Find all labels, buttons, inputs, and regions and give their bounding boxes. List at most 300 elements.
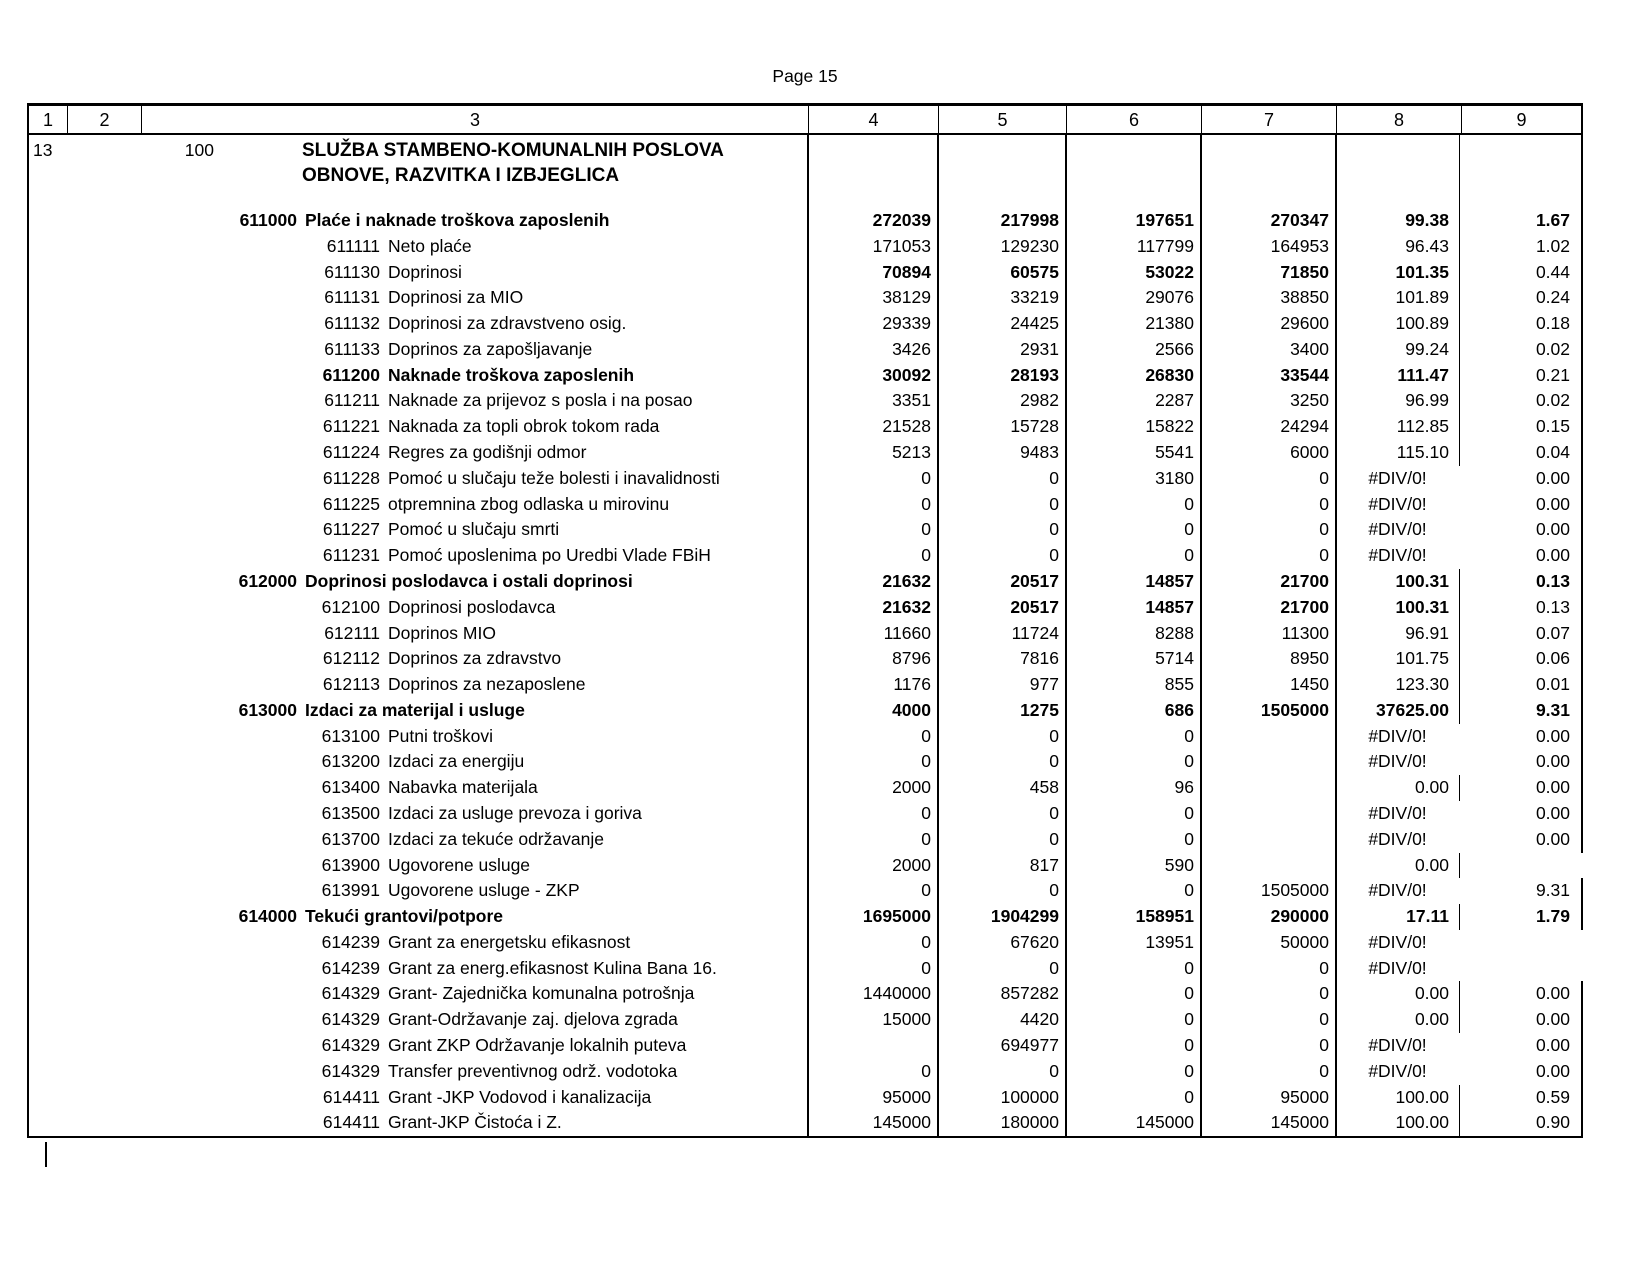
account-label: Doprinosi poslodavca <box>388 596 556 617</box>
cell-col6: 13951 <box>1145 931 1194 952</box>
cell-col6: 53022 <box>1145 261 1194 282</box>
account-code: 613991 <box>321 880 380 901</box>
cell-col5: 0 <box>1049 467 1059 488</box>
account-code: 612111 <box>324 622 380 643</box>
cell-col4: 38129 <box>882 287 931 308</box>
cell-col9: 0.00 <box>1460 543 1583 569</box>
cell-col9 <box>1460 853 1583 879</box>
cell-col6: 14857 <box>1145 570 1194 591</box>
cell-col8: #DIV/0! <box>1368 1035 1427 1055</box>
cell-col8: 101.35 <box>1335 260 1460 286</box>
account-code: 614329 <box>321 1009 380 1030</box>
cell-col4: 15000 <box>882 1009 931 1030</box>
account-label: Grant-JKP Čistoća i Z. <box>388 1112 562 1133</box>
cell-col5: 694977 <box>1000 1035 1059 1055</box>
account-label: Putni troškovi <box>388 725 494 746</box>
table-row <box>29 878 1583 904</box>
table-row <box>29 466 1583 492</box>
table-row <box>29 234 1583 260</box>
cell-col6: 0 <box>1184 957 1194 978</box>
cell-col9: 0.00 <box>1460 517 1583 543</box>
cell-col9: 0.02 <box>1460 337 1583 363</box>
account-code: 611131 <box>324 287 380 308</box>
cell-col8: #DIV/0! <box>1368 802 1427 823</box>
cell-col5: 180000 <box>1000 1112 1059 1133</box>
cell-col8: #DIV/0! <box>1368 519 1427 540</box>
cell-col4: 0 <box>921 519 931 540</box>
cell-col6: 15822 <box>1145 416 1194 437</box>
row-label-cell <box>29 801 807 827</box>
cell-col4: 145000 <box>872 1112 931 1133</box>
cell-col6: 855 <box>1164 674 1194 695</box>
cell-col7 <box>1200 775 1335 801</box>
org-code-col1: 13 <box>33 140 53 160</box>
row-label-cell <box>29 878 807 904</box>
cell-col6: 96 <box>1174 777 1194 798</box>
cell-col6: 0 <box>1184 1086 1194 1107</box>
account-label: Doprinosi za MIO <box>388 287 524 308</box>
cell-col4: 1695000 <box>862 906 931 927</box>
account-label: Izdaci za tekuće održavanje <box>388 828 604 849</box>
cell-col4: 1176 <box>893 674 931 695</box>
cell-col7: 3250 <box>1290 390 1329 411</box>
account-label: Doprinos za zapošljavanje <box>388 338 593 359</box>
cell-col8: 112.85 <box>1335 414 1460 440</box>
cell-col5: 0 <box>1049 493 1059 514</box>
table-row <box>29 260 1583 286</box>
row-label-cell <box>29 904 807 930</box>
row-label-cell <box>29 466 807 492</box>
cell-col6: 590 <box>1164 854 1194 875</box>
cell-col7: 0 <box>1319 545 1329 566</box>
cell-col4: 0 <box>921 467 931 488</box>
table-row <box>29 569 1583 595</box>
cell-col4: 0 <box>921 880 931 901</box>
cell-col7: 0 <box>1319 519 1329 540</box>
account-code: 614329 <box>321 1035 380 1055</box>
table-row <box>29 492 1583 518</box>
cell-col6: 0 <box>1184 545 1194 566</box>
cell-col4: 95000 <box>882 1086 931 1107</box>
account-label: Grant ZKP Održavanje lokalnih puteva <box>388 1035 687 1055</box>
cell-col8: #DIV/0! <box>1368 751 1427 772</box>
cell-col9: 0.00 <box>1460 492 1583 518</box>
column-divider <box>937 135 939 1136</box>
cell-col4: 29339 <box>882 313 931 334</box>
row-label-cell <box>29 1110 807 1136</box>
cell-col4: 272039 <box>872 210 931 230</box>
column-divider <box>1335 135 1337 1136</box>
row-label-cell <box>29 981 807 1007</box>
account-code: 613700 <box>321 828 380 849</box>
cell-col7 <box>1200 853 1335 879</box>
account-code: 614239 <box>321 931 380 952</box>
cell-col4: 0 <box>921 828 931 849</box>
account-code: 612100 <box>321 596 380 617</box>
cell-col8: #DIV/0! <box>1368 545 1427 566</box>
cell-col4: 0 <box>921 931 931 952</box>
row-label-cell <box>29 285 807 311</box>
cell-col9: 0.00 <box>1460 827 1583 853</box>
row-label-cell <box>29 956 807 982</box>
cell-col9: 9.31 <box>1460 878 1583 904</box>
cell-col6: 0 <box>1184 828 1194 849</box>
cell-col5: 129230 <box>1000 235 1059 256</box>
cell-col8: 100.00 <box>1335 1085 1460 1111</box>
account-code: 612112 <box>322 648 380 669</box>
budget-table <box>27 103 1583 1138</box>
table-row <box>29 1110 1583 1136</box>
account-code: 613200 <box>321 751 380 772</box>
table-row <box>29 414 1583 440</box>
table-row <box>29 543 1583 569</box>
account-code: 611227 <box>322 519 380 540</box>
cell-col4: 0 <box>921 725 931 746</box>
org-code-col2: 100 <box>184 140 214 160</box>
cell-col5: 33219 <box>1010 287 1059 308</box>
cell-col6: 3180 <box>1155 467 1194 488</box>
cell-col5: 0 <box>1049 545 1059 566</box>
cell-col8: 99.24 <box>1335 337 1460 363</box>
account-label: Doprinosi <box>388 261 462 282</box>
cell-col7: 0 <box>1319 957 1329 978</box>
column-header-2: 2 <box>68 106 142 135</box>
row-label-cell <box>29 698 807 724</box>
table-left-stub <box>45 1142 47 1167</box>
cell-col8: #DIV/0! <box>1368 880 1427 901</box>
org-title-line1: SLUŽBA STAMBENO-KOMUNALNIH POSLOVA <box>302 140 724 161</box>
account-code: 611132 <box>324 313 380 334</box>
cell-col7: 0 <box>1319 1009 1329 1030</box>
cell-col6: 5714 <box>1155 648 1194 669</box>
cell-col8: 100.89 <box>1335 311 1460 337</box>
row-label-cell <box>29 672 807 698</box>
account-label: Naknade troškova zaposlenih <box>388 364 635 385</box>
table-row <box>29 981 1583 1007</box>
cell-col6: 5541 <box>1155 442 1194 463</box>
cell-col5: 100000 <box>1000 1086 1059 1107</box>
cell-col6: 21380 <box>1145 313 1194 334</box>
cell-col5: 60575 <box>1010 261 1059 282</box>
cell-col9: 0.00 <box>1460 1033 1583 1059</box>
cell-col9: 0.44 <box>1460 260 1583 286</box>
row-label-cell <box>29 337 807 363</box>
row-label-cell <box>29 930 807 956</box>
cell-col9: 0.02 <box>1460 388 1583 414</box>
cell-col7: 145000 <box>1270 1112 1329 1133</box>
account-code: 611228 <box>322 467 380 488</box>
account-code: 612000 <box>238 570 297 591</box>
table-row <box>29 208 1583 234</box>
cell-col8: 0.00 <box>1335 981 1460 1007</box>
cell-col5: 15728 <box>1010 416 1059 437</box>
cell-col8: 123.30 <box>1335 672 1460 698</box>
account-label: Pomoć uposlenima po Uredbi Vlade FBiH <box>388 545 711 566</box>
cell-col9: 0.00 <box>1460 724 1583 750</box>
row-label-cell <box>29 595 807 621</box>
cell-col8: 101.75 <box>1335 646 1460 672</box>
account-label: Izdaci za materijal i usluge <box>305 699 525 720</box>
cell-col5: 4420 <box>1020 1009 1059 1030</box>
cell-col5: 817 <box>1029 854 1059 875</box>
cell-col7: 270347 <box>1270 210 1329 230</box>
account-label: Pomoć u slučaju smrti <box>388 519 560 540</box>
cell-col8: 100.31 <box>1335 595 1460 621</box>
cell-col8: 37625.00 <box>1335 698 1460 724</box>
account-code: 614239 <box>321 957 380 978</box>
table-row <box>29 749 1583 775</box>
cell-col7: 11300 <box>1281 622 1329 643</box>
row-label-cell <box>29 646 807 672</box>
cell-col4: 70894 <box>882 261 931 282</box>
row-label-cell <box>29 517 807 543</box>
account-code: 614329 <box>321 983 380 1004</box>
table-row <box>29 672 1583 698</box>
account-label: Grant-Održavanje zaj. djelova zgrada <box>388 1009 678 1030</box>
column-header-7: 7 <box>1202 106 1337 135</box>
cell-col4 <box>807 1033 937 1059</box>
cell-col9 <box>1460 956 1583 982</box>
cell-col8: 17.11 <box>1335 904 1460 930</box>
cell-col4: 0 <box>921 1060 931 1081</box>
cell-col7: 21700 <box>1280 570 1329 591</box>
cell-col5: 0 <box>1049 802 1059 823</box>
cell-col7: 1505000 <box>1260 880 1329 901</box>
cell-col5: 1275 <box>1020 699 1059 720</box>
column-header-8: 8 <box>1337 106 1462 135</box>
cell-col9: 0.01 <box>1460 672 1583 698</box>
account-label: Grant za energ.efikasnost Kulina Bana 16. <box>388 957 717 978</box>
table-row <box>29 363 1583 389</box>
account-label: Naknade za prijevoz s posla i na posao <box>388 390 693 411</box>
cell-col4: 30092 <box>882 364 931 385</box>
account-label: Neto plaće <box>388 235 472 256</box>
cell-col4: 21632 <box>882 596 931 617</box>
account-code: 613400 <box>321 777 380 798</box>
cell-col5: 977 <box>1029 674 1059 695</box>
table-row <box>29 1085 1583 1111</box>
cell-col7: 3400 <box>1290 338 1329 359</box>
cell-col7: 164953 <box>1270 235 1329 256</box>
account-code: 611133 <box>324 338 380 359</box>
cell-col4: 21632 <box>882 570 931 591</box>
cell-col9: 0.04 <box>1460 440 1583 466</box>
cell-col7: 71850 <box>1280 261 1329 282</box>
account-code: 614000 <box>238 906 297 927</box>
account-code: 613000 <box>238 699 297 720</box>
cell-col7: 29600 <box>1280 313 1329 334</box>
table-row <box>29 801 1583 827</box>
cell-col8: #DIV/0! <box>1368 957 1427 978</box>
table-row <box>29 440 1583 466</box>
cell-col8: 100.00 <box>1335 1110 1460 1136</box>
row-label-cell <box>29 260 807 286</box>
cell-col6: 0 <box>1184 1060 1194 1081</box>
account-code: 614411 <box>322 1112 380 1133</box>
account-label: Ugovorene usluge <box>388 854 531 875</box>
account-code: 612113 <box>322 674 380 695</box>
account-code: 614329 <box>321 1060 380 1081</box>
cell-col6: 0 <box>1184 802 1194 823</box>
table-row <box>29 646 1583 672</box>
cell-col7: 33544 <box>1280 364 1329 385</box>
table-row <box>29 956 1583 982</box>
account-code: 613900 <box>321 854 380 875</box>
cell-col9: 0.90 <box>1460 1110 1583 1136</box>
cell-col5: 0 <box>1049 751 1059 772</box>
cell-col6: 0 <box>1184 493 1194 514</box>
table-row <box>29 853 1583 879</box>
cell-col7: 24294 <box>1280 416 1329 437</box>
cell-col9: 0.15 <box>1460 414 1583 440</box>
column-header-row <box>27 106 1583 135</box>
cell-col5: 9483 <box>1020 442 1059 463</box>
cell-col9: 0.00 <box>1460 981 1583 1007</box>
cell-col5: 28193 <box>1010 364 1059 385</box>
cell-col6: 0 <box>1184 880 1194 901</box>
cell-col8: #DIV/0! <box>1368 493 1427 514</box>
cell-col5: 1904299 <box>990 906 1059 927</box>
cell-col6: 686 <box>1164 699 1194 720</box>
cell-col6: 0 <box>1184 751 1194 772</box>
account-code: 611221 <box>322 416 380 437</box>
account-code: 611225 <box>322 493 380 514</box>
cell-col5: 0 <box>1049 1060 1059 1081</box>
cell-col8: 96.43 <box>1335 234 1460 260</box>
cell-col9 <box>1460 930 1583 956</box>
cell-col9: 0.06 <box>1460 646 1583 672</box>
cell-col4: 3351 <box>892 390 931 411</box>
account-label: Tekući grantovi/potpore <box>305 906 504 927</box>
cell-col5: 20517 <box>1010 570 1059 591</box>
cell-col4: 0 <box>921 957 931 978</box>
table-row <box>29 930 1583 956</box>
column-divider <box>807 135 809 1136</box>
row-label-cell <box>29 363 807 389</box>
account-label: Doprinos za nezaposlene <box>388 674 586 695</box>
cell-col7: 38850 <box>1280 287 1329 308</box>
column-header-3: 3 <box>142 106 809 135</box>
cell-col6: 0 <box>1184 519 1194 540</box>
account-label: Izdaci za usluge prevoza i goriva <box>388 802 642 823</box>
account-label: Doprinosi za zdravstveno osig. <box>388 313 627 334</box>
cell-col8: 0.00 <box>1335 775 1460 801</box>
account-label: Grant za energetsku efikasnost <box>388 931 631 952</box>
cell-col6: 26830 <box>1145 364 1194 385</box>
cell-col6: 0 <box>1184 983 1194 1004</box>
account-label: Izdaci za energiju <box>388 751 525 772</box>
account-code: 611231 <box>322 545 380 566</box>
cell-col5: 11724 <box>1011 622 1059 643</box>
table-row <box>29 1059 1583 1085</box>
table-row <box>29 1007 1583 1033</box>
account-code: 611000 <box>239 210 297 230</box>
column-divider <box>1065 135 1067 1136</box>
account-code: 611224 <box>322 442 380 463</box>
cell-col5: 67620 <box>1010 931 1059 952</box>
cell-col9: 0.00 <box>1460 801 1583 827</box>
account-code: 613500 <box>321 802 380 823</box>
cell-col6: 158951 <box>1135 906 1194 927</box>
cell-col8: 96.99 <box>1335 388 1460 414</box>
row-label-cell <box>29 234 807 260</box>
cell-col5: 458 <box>1029 777 1059 798</box>
table-row <box>29 827 1583 853</box>
cell-col6: 2287 <box>1155 390 1194 411</box>
cell-col8: #DIV/0! <box>1368 725 1427 746</box>
cell-col5: 2982 <box>1020 390 1059 411</box>
cell-col8: 96.91 <box>1335 621 1460 647</box>
account-label: otpremnina zbog odlaska u mirovinu <box>388 493 670 514</box>
cell-col9: 0.00 <box>1460 1007 1583 1033</box>
row-label-cell <box>29 621 807 647</box>
table-row <box>29 311 1583 337</box>
page-number: Page 15 <box>772 66 838 86</box>
cell-col8: 0.00 <box>1335 1007 1460 1033</box>
table-row <box>29 337 1583 363</box>
cell-col7: 6000 <box>1290 442 1329 463</box>
cell-col9: 9.31 <box>1460 698 1583 724</box>
cell-col8: #DIV/0! <box>1368 467 1427 488</box>
row-label-cell <box>29 440 807 466</box>
column-divider <box>1200 135 1202 1136</box>
cell-col4: 1440000 <box>862 983 931 1004</box>
row-label-cell <box>29 311 807 337</box>
account-label: Nabavka materijala <box>388 777 538 798</box>
cell-col8: 0.00 <box>1335 853 1460 879</box>
table-row <box>29 775 1583 801</box>
cell-col9: 0.18 <box>1460 311 1583 337</box>
account-label: Pomoć u slučaju teže bolesti i inavalidnosti <box>388 467 720 488</box>
org-header-row <box>29 135 1583 208</box>
org-header-cell <box>29 135 807 208</box>
cell-col4: 171053 <box>872 235 931 256</box>
cell-col6: 0 <box>1184 1035 1194 1055</box>
cell-col5: 0 <box>1049 519 1059 540</box>
cell-col9: 0.13 <box>1460 595 1583 621</box>
account-code: 614411 <box>322 1086 380 1107</box>
cell-col6: 14857 <box>1145 596 1194 617</box>
cell-col6: 8288 <box>1155 622 1194 643</box>
cell-col9: 0.07 <box>1460 621 1583 647</box>
table-row <box>29 698 1583 724</box>
cell-col4: 11660 <box>883 622 931 643</box>
table-row <box>29 1033 1583 1059</box>
account-code: 613100 <box>321 725 380 746</box>
cell-col7: 50000 <box>1280 931 1329 952</box>
cell-col8: 101.89 <box>1335 285 1460 311</box>
table-row <box>29 388 1583 414</box>
row-label-cell <box>29 853 807 879</box>
account-label: Ugovorene usluge - ZKP <box>388 880 580 901</box>
cell-col8: #DIV/0! <box>1368 1060 1427 1081</box>
cell-col6: 29076 <box>1145 287 1194 308</box>
cell-col9: 1.79 <box>1460 904 1583 930</box>
cell-col6: 0 <box>1184 1009 1194 1030</box>
cell-col4: 4000 <box>892 699 931 720</box>
cell-col9: 0.00 <box>1460 466 1583 492</box>
table-body <box>27 135 1583 1136</box>
cell-col4: 3426 <box>892 338 931 359</box>
account-label: Doprinosi poslodavca i ostali doprinosi <box>305 570 633 591</box>
account-code: 611200 <box>322 364 380 385</box>
row-label-cell <box>29 1007 807 1033</box>
cell-col5: 0 <box>1049 880 1059 901</box>
cell-col7: 21700 <box>1280 596 1329 617</box>
table-row <box>29 904 1583 930</box>
cell-col8: 115.10 <box>1335 440 1460 466</box>
cell-col9: 1.02 <box>1460 234 1583 260</box>
